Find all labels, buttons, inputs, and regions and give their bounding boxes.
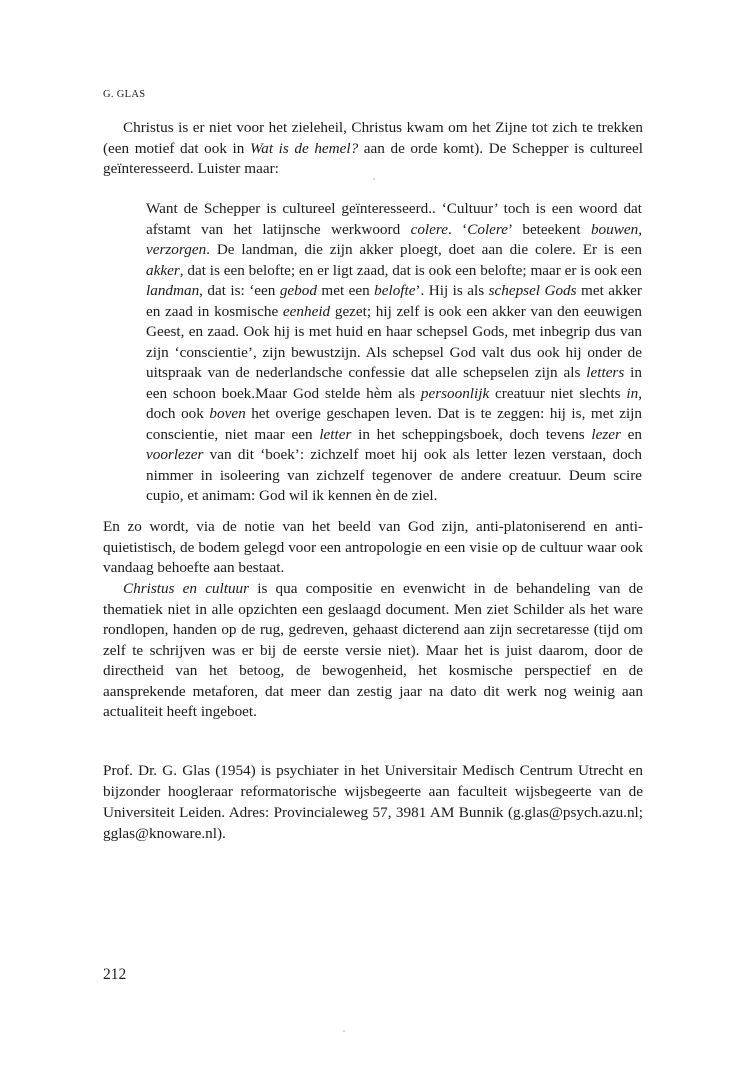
block-quote	[146, 199, 642, 507]
text-run: , doch ook	[146, 384, 642, 422]
scan-speck	[373, 178, 375, 180]
italic-term: eenheid	[282, 302, 331, 320]
text-run: het overige geschapen leven. Dat is te zeggen: hij is, met zijn conscientie, niet maar een	[146, 405, 643, 443]
italic-term: letter	[319, 425, 352, 443]
author-bio	[103, 760, 643, 844]
bio-text: Prof. Dr. G. Glas (1954) is psychiater in het Universitair Medisch Centrum Utrecht en bijzonder hoogleraar reformatorische wijsbegeerte aan faculteit wijsbegeerte van de Universiteit Leiden. Adres: Provincialeweg 57, 3981 AM Bunnik (g.glas@psych.azu.nl; gglas@knoware.nl).	[103, 762, 643, 842]
text-run: in het scheppingsboek, doch tevens	[351, 425, 592, 443]
text-run: Christus is er niet voor het zieleheil, Christus kwam om het Zijne tot zich te trekken (een motief dat ook in	[103, 119, 643, 157]
italic-title: Wat is de hemel?	[249, 139, 359, 157]
italic-term: colere	[410, 220, 448, 238]
text-run: met een	[316, 282, 375, 299]
italic-term: Colere	[467, 220, 509, 238]
italic-term: landman	[146, 282, 200, 299]
italic-term: akker	[146, 261, 180, 279]
italic-term: gebod	[279, 282, 317, 299]
text-run: aan de orde komt). De Schepper is cultureel geïnteresseerd. Luister maar:	[103, 139, 643, 177]
italic-term: schepsel Gods	[488, 282, 577, 299]
italic-term: boven	[209, 405, 246, 422]
text-run: met akker en zaad in kosmische	[146, 282, 642, 320]
italic-term: persoonlijk	[420, 384, 490, 402]
text-run: creatuur niet slechts	[489, 384, 627, 402]
running-head: G. GLAS	[103, 89, 146, 100]
italic-term: letters	[586, 364, 625, 381]
italic-term: belofte	[374, 282, 416, 299]
paragraph-evaluation	[103, 579, 643, 723]
text-run: van dit ‘boek’: zichzelf moet hij ook als letter lezen verstaan, doch nimmer in isoleering van zichzelf tegenover de andere creatuur. Deum scire cupio, et animam: God wil ik kennen èn de ziel.	[146, 446, 642, 504]
italic-term: lezer	[591, 425, 621, 443]
text-run: in een schoon boek.Maar God stelde hèm als	[146, 364, 642, 402]
text-run: is qua compositie en evenwicht in de behandeling van de thematiek niet in alle opzichten een geslaagd document. Men ziet Schilder als het ware rondlopen, handen op de rug, gedreven, gehaast dicterend aan zijn secretaresse (tijd om zelf te schrijven was er bij de eerste versie niet). Maar het is juist daarom, door de directheid van het betoog, de bewogenheid, het kosmische perspectief en de aansprekende metaforen, dat meer dan zestig jaar na dato dit werk nog weinig aan actualiteit heeft ingeboet.	[103, 580, 643, 720]
text-run: . ‘	[447, 220, 468, 238]
text-run: , dat is een belofte; en er ligt zaad, dat is ook een belofte; maar er is ook een	[179, 261, 642, 279]
italic-term: in	[626, 384, 639, 402]
paragraph-text: En zo wordt, via de notie van het beeld van God zijn, anti-platoniserend en anti-quietistisch, de bodem gelegd voor een antropologie en een visie op de cultuur waar ook vandaag behoefte aan bestaat.	[103, 518, 643, 576]
paragraph-conclusion	[103, 517, 643, 579]
text-run: ’ beteekent	[508, 220, 591, 238]
text-run: Want de Schepper is cultureel geïnteresseerd.. ‘Cultuur’ toch is een woord dat afstamt van het latijnsche werkwoord	[146, 200, 642, 238]
text-run: en	[620, 425, 642, 443]
paragraph-intro	[103, 118, 643, 180]
italic-term: voorlezer	[146, 446, 204, 463]
text-run: . De landman, die zijn akker ploegt, doet aan die colere. Er is een	[206, 241, 642, 258]
text-run: ’. Hij is als	[415, 282, 489, 299]
page-number: 212	[103, 966, 127, 983]
italic-title: Christus en cultuur	[123, 580, 250, 597]
text-run: , dat is: ‘een	[199, 282, 280, 299]
scan-speck	[343, 1030, 345, 1032]
italic-term: bouwen, verzorgen	[146, 220, 642, 258]
text-run: gezet; hij zelf is ook een akker van den eeuwigen Geest, en zaad. Ook hij is met huid en haar schepsel Gods, met inbegrip dus van zijn ‘conscientie’, zijn bewustzijn. Als schepsel God valt dus ook hij onder de uitspraak van de nederlandsche confessie dat alle schepselen zijn als	[146, 302, 642, 381]
